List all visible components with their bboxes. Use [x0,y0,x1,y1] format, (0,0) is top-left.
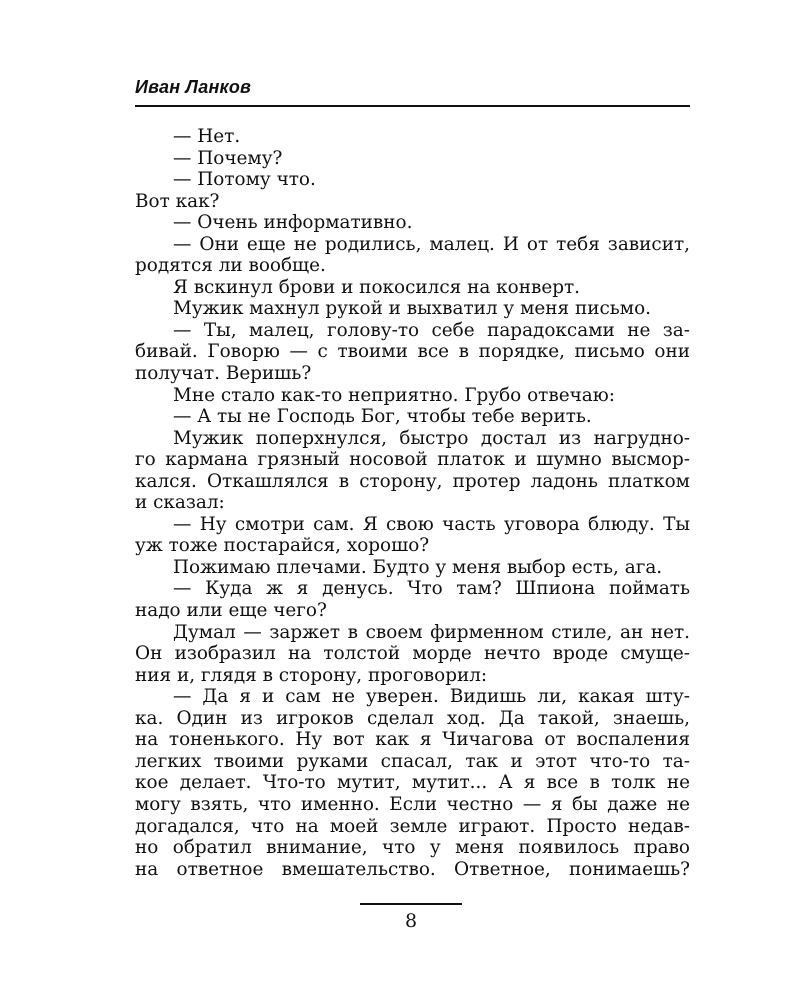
body-text [135,126,690,880]
header-rule [135,105,690,107]
text-line: — Потому что. [173,169,316,191]
text-line: — Ну смотри сам. Я свою часть уговора блюду. Ты [173,513,690,535]
text-line: Думал — заржет в своем фирменном стиле, ан нет. [173,621,690,643]
text-line: — Почему? [173,147,283,169]
text-line: — Нет. [173,126,241,147]
text-line: Вот как? [135,190,220,212]
text-line: — А ты не Господь Бог, чтобы тебе верить. [173,406,592,428]
text-line: родятся ли вообще. [135,255,326,277]
text-line: получат. Веришь? [135,363,312,385]
text-line: бивай. Говорю — с твоими все в порядке, письмо они [135,341,690,363]
running-header [135,72,690,107]
author-name: Иван Ланков [135,77,252,97]
text-line: надо или еще чего? [135,600,327,622]
text-line: Он изобразил на толстой морде нечто вроде смуще- [135,643,690,665]
footer-rule [360,903,462,905]
text-line: на тоненького. Ну вот как я Чичагова от воспаления [135,729,690,751]
text-line: — Ты, малец, голову-то себе парадоксами не за- [173,319,690,341]
text-line: Мне стало как-то неприятно. Грубо отвечаю: [173,384,615,406]
text-line: ка. Один из игроков сделал ход. Да такой, знаешь, [135,707,690,729]
text-line: Я вскинул брови и покосился на конверт. [173,276,580,298]
text-line: Мужик поперхнулся, быстро достал из нагрудно- [173,427,690,449]
text-line: — Очень информативно. [173,212,413,234]
text-line: — Они еще не родились, малец. И от тебя зависит, [173,233,690,255]
text-line: на ответное вмешательство. Ответное, понимаешь? [135,858,690,880]
text-line: но обратил внимание, что у меня появилось право [135,837,690,859]
text-line: — Да я и сам не уверен. Видишь ли, какая шту- [173,686,690,708]
text-line: го кармана грязный носовой платок и шумно высмор- [135,449,690,471]
text-line: уж тоже постарайся, хорошо? [135,535,430,557]
page-number: 8 [404,910,418,932]
text-line: Пожимаю плечами. Будто у меня выбор есть, ага. [173,556,663,578]
text-line: кался. Откашлялся в сторону, протер ладонь платком [135,470,690,492]
text-line: легких твоими руками спасал, так и этот что-то та- [135,750,690,772]
text-line: могу взять, что именно. Если честно — я бы даже не [135,793,690,815]
text-line: — Куда ж я денусь. Что там? Шпиона поймать [173,578,690,600]
text-line: Мужик махнул рукой и выхватил у меня письмо. [173,298,652,320]
text-line: догадался, что на моей земле играют. Просто недав- [135,815,690,837]
text-line: кое делает. Что-то мутит, мутит... А я все в толк не [135,772,690,794]
text-line: и сказал: [135,492,225,514]
text-line: ния и, глядя в сторону, проговорил: [135,664,488,686]
